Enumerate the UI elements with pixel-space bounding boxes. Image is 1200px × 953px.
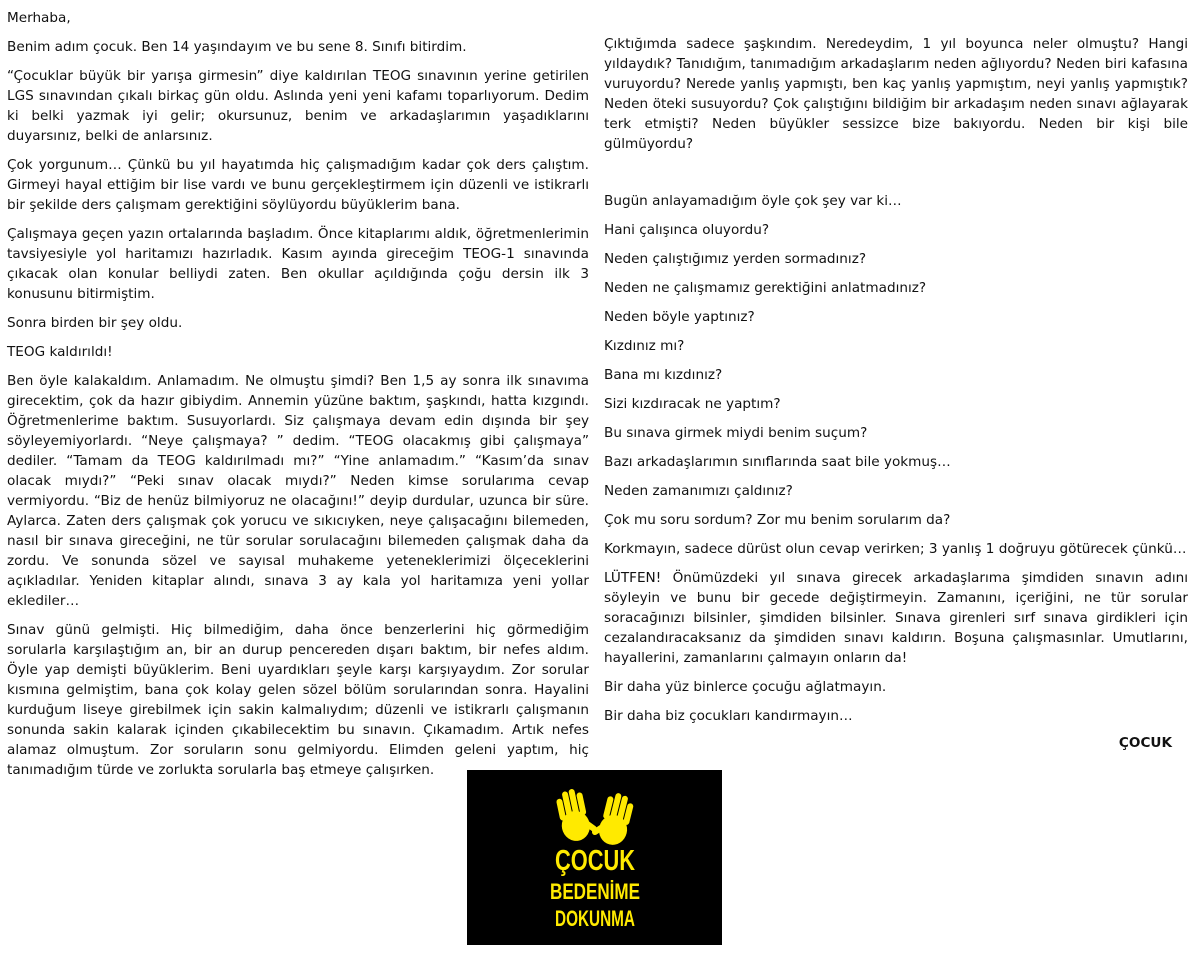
question-line: Bugün anlayamadığım öyle çok şey var ki… xyxy=(604,193,902,209)
paragraph: TEOG kaldırıldı! xyxy=(7,344,113,360)
letter-right-column xyxy=(604,0,1188,762)
closing-line: Bir daha yüz binlerce çocuğu ağlatmayın. xyxy=(604,679,887,695)
paragraph: Ben öyle kalakaldım. Anlamadım. Ne olmuştu şimdi? Ben 1,5 ay sonra ilk sınavıma girecektim, çok da hazır gibiydim. Annemin yüzüne baktım, şaşkındı, hatta kızgındı. Öğretmenlerime baktım. Susuyorlardı. Siz çalışmaya devam edin dışında bir şey söyleyemiyorlardı. “Neye çalışmaya? ” dedim. “TEOG olacakmış gibi çalışmaya” dediler. “Tamam da TEOG kaldırılmadı mı?” “Yine anlamadım.” “Kasım’da sınav olacak mıydı?” “Peki sınav olacak mıydı?” Neden kimse sorularıma cevap vermiyordu. “Biz de henüz bilmiyoruz ne olacağını!” deyip durdular, uzunca bir süre. Aylarca. Zaten ders çalışmak çok yorucu ve sıkıcıyken, neye çalışacağını bilemeden, nasıl bir sınava gireceğini, ne tür sorular sorulacağını bilemeden çalışmak daha da zordu. Ve sonunda sözel ve sayısal muhakeme yeteneklerimizi ölçeceklerini açıkladılar. Yeniden kitaplar alındı, sınava 3 ay kala yol haritamıza yeni yollar eklediler… xyxy=(7,373,589,609)
question-line: Sizi kızdıracak ne yaptım? xyxy=(604,396,781,412)
left-handprint-icon xyxy=(554,785,599,843)
question-list xyxy=(604,191,1188,559)
question-line: Neden böyle yaptınız? xyxy=(604,309,755,325)
closing-line: Bir daha biz çocukları kandırmayın… xyxy=(604,708,853,724)
right-handprint-icon xyxy=(589,789,636,848)
question-line: Bazı arkadaşlarımın sınıflarında saat bile yokmuş… xyxy=(604,454,951,470)
paragraph: Çıktığımda sadece şaşkındım. Neredeydim, 1 yıl boyunca neler olmuştu? Hangi yıldaydık? Tanıdığım, tanımadığım arkadaşlarım neden ağlıyordu? Neden biri kafasına vuruyordu? Nerede yanlış yapmıştı, ben kaç yanlış yapmıştım, neyi yanlış yapmıştık? Neden öteki susuyordu? Çok çalıştığını bildiğim bir arkadaşım neden sınavı ağlayarak terk etmişti? Neden büyükler sessizce bize bakıyordu. Neden bir kişi bile gülmüyordu? xyxy=(604,36,1188,152)
banner-title: ÇOCUK xyxy=(555,845,636,877)
paragraph: “Çocuklar büyük bir yarışa girmesin” diye kaldırılan TEOG sınavının yerine getirilen LGS sınavından çıkalı birkaç gün oldu. Aslında yeni yeni kafamı toparlıyorum. Dedim ki belki yazmak iyi gelir; okursunuz, benim ve arkadaşlarımın yaşadıklarını duyarsınız, belki de anlarsınız. xyxy=(7,68,589,144)
greeting: Merhaba, xyxy=(7,10,71,26)
question-line: Bana mı kızdınız? xyxy=(604,367,723,383)
plea-paragraph: LÜTFEN! Önümüzdeki yıl sınava girecek arkadaşlarıma şimdiden sınavın adını söyleyin ve bunu bir gecede değiştirmeyin. Zamanını, içeriğini, ne tür sorular soracağınızı bilsinler, şimdiden bilsinler. Sınava girenleri sırf sınava girdikleri için cezalandıracaksanız da şimdiden sınavı kaldırın. Boşuna çalışmasınlar. Umutlarını, hayallerini, zamanlarını çalmayın onların da! xyxy=(604,570,1188,666)
question-line: Neden zamanımızı çaldınız? xyxy=(604,483,793,499)
banner-line-2: BEDENİME xyxy=(550,879,640,904)
question-line: Hani çalışınca oluyordu? xyxy=(604,222,770,238)
paragraph: Benim adım çocuk. Ben 14 yaşındayım ve bu sene 8. Sınıfı bitirdim. xyxy=(7,39,467,55)
banner-line-3: DOKUNMA xyxy=(555,906,636,931)
question-line: Korkmayın, sadece dürüst olun cevap verirken; 3 yanlış 1 doğruyu götürecek çünkü… xyxy=(604,541,1187,557)
question-line: Çok mu soru sordum? Zor mu benim sorularım da? xyxy=(604,512,951,528)
letter-left-column xyxy=(7,0,589,789)
paragraph: Çok yorgunum… Çünkü bu yıl hayatımda hiç çalışmadığım kadar çok ders çalıştım. Girmeyi hayal ettiğim bir lise vardı ve bunu gerçekleştirmem için düzenli ve istikrarlı bir şekilde ders çalışmam gerektiğini söylüyordu büyüklerim bana. xyxy=(7,157,589,213)
question-line: Neden çalıştığımız yerden sormadınız? xyxy=(604,251,867,267)
banner-graphic xyxy=(467,770,722,945)
question-line: Kızdınız mı? xyxy=(604,338,685,354)
campaign-banner xyxy=(467,770,722,945)
question-line: Neden ne çalışmamız gerektiğini anlatmadınız? xyxy=(604,280,927,296)
paragraph: Sınav günü gelmişti. Hiç bilmediğim, daha önce benzerlerini hiç görmediğim sorularla karşılaştığım an, bir an durup pencereden dışarı baktım, bir nefes aldım. Öyle yap demişti büyüklerim. Beni uyardıkları şeyle karşı karşıyaydım. Zor sorular kısmına gelmiştim, bana çok kolay gelen sözel bölüm sorularından sonra. Hayalini kurduğum liseye girebilmek için sakin kalmalıydım; düzenli ve istikrarlı çalışmanın sonunda sakin kalarak içinden çıkabilecektim bu sınavın. Çıkamadım. Artık nefes alamaz olmuştum. Zor soruların sonu gelmiyordu. Elimden geleni yaptım, hiç tanımadığım türde ve zorlukta sorularla baş etmeye çalışırken. xyxy=(7,622,589,778)
paragraph: Çalışmaya geçen yazın ortalarında başladım. Önce kitaplarımı aldık, öğretmenlerimin tavsiyesiyle yol haritamızı hazırladık. Kasım ayında gireceğim TEOG-1 sınavında çıkacak olan konular belliydi zaten. Ben okullar açıldığında çoğu dersin ilk 3 konusunu bitirmiştim. xyxy=(7,226,589,302)
signature: ÇOCUK xyxy=(1118,735,1172,751)
paragraph: Sonra birden bir şey oldu. xyxy=(7,315,183,331)
question-line: Bu sınava girmek miydi benim suçum? xyxy=(604,425,868,441)
